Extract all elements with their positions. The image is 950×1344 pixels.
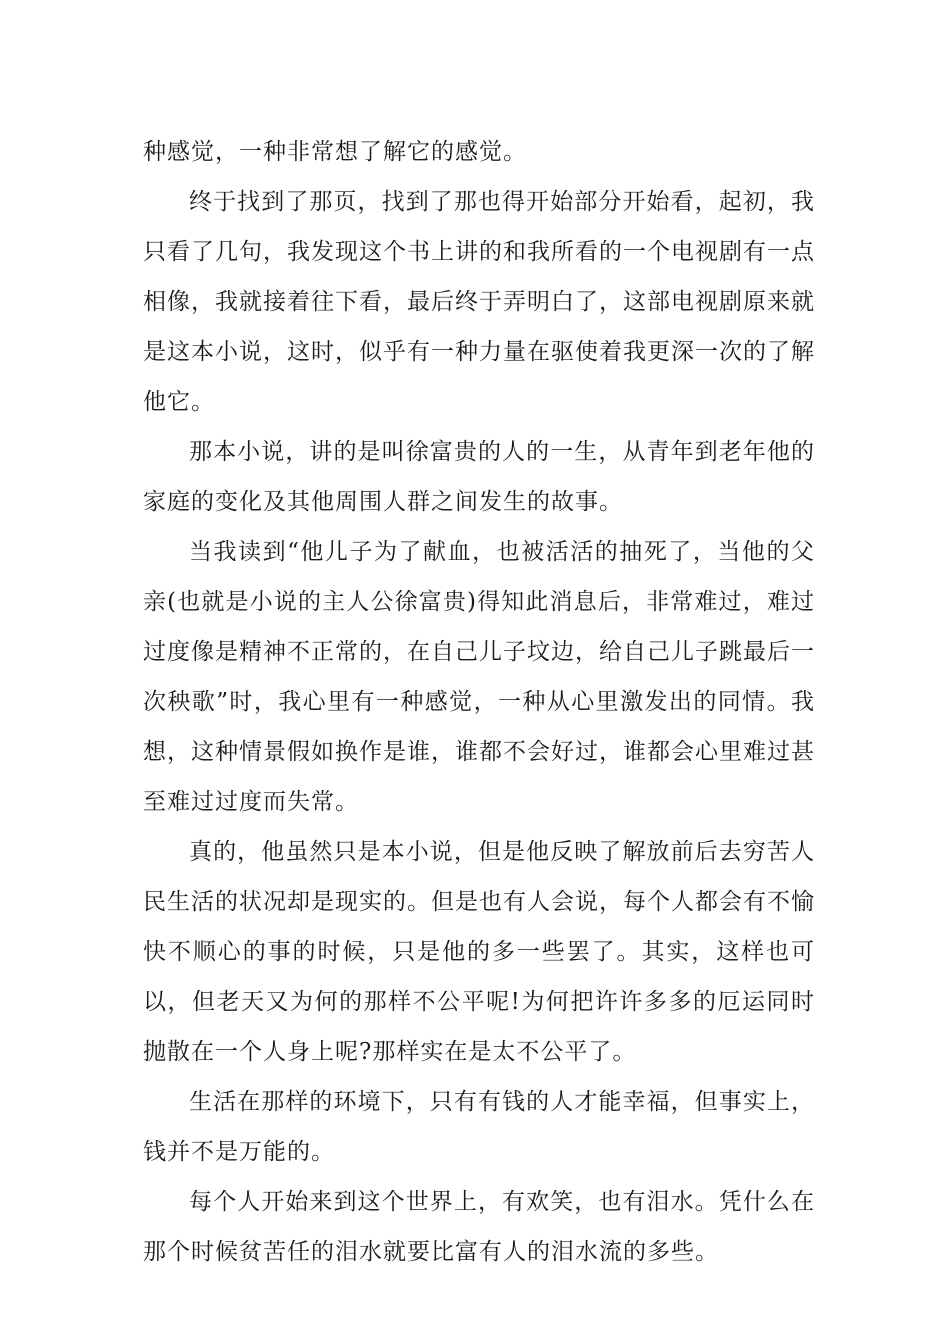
paragraph: 每个人开始来到这个世界上，有欢笑，也有泪水。凭什么在那个时候贫苦任的泪水就要比富有人的泪水流的多些。 (143, 1189, 815, 1265)
document-body (143, 127, 815, 1277)
paragraph: 真的，他虽然只是本小说，但是他反映了解放前后去穷苦人民生活的状况却是现实的。但是也有人会说，每个人都会有不愉快不顺心的事的时候，只是他的多一些罢了。其实，这样也可以，但老天又为何的那样不公平呢!为何把许许多多的厄运同时抛散在一个人身上呢?那样实在是太不公平了。 (143, 839, 815, 1065)
paragraph-continued: 种感觉，一种非常想了解它的感觉。 (143, 139, 527, 165)
paragraph: 生活在那样的环境下，只有有钱的人才能幸福，但事实上，钱并不是万能的。 (143, 1089, 815, 1165)
paragraph: 那本小说，讲的是叫徐富贵的人的一生，从青年到老年他的家庭的变化及其他周围人群之间发生的故事。 (143, 439, 815, 515)
paragraph: 终于找到了那页，找到了那也得开始部分开始看，起初，我只看了几句，我发现这个书上讲的和我所看的一个电视剧有一点相像，我就接着往下看，最后终于弄明白了，这部电视剧原来就是这本小说，这时，似乎有一种力量在驱使着我更深一次的了解他它。 (143, 189, 815, 415)
paragraph: 当我读到“他儿子为了献血，也被活活的抽死了，当他的父亲(也就是小说的主人公徐富贵)得知此消息后，非常难过，难过过度像是精神不正常的，在自己儿子坟边，给自己儿子跳最后一次秧歌”时，我心里有一种感觉，一种从心里激发出的同情。我想，这种情景假如换作是谁，谁都不会好过，谁都会心里难过甚至难过过度而失常。 (143, 539, 815, 815)
